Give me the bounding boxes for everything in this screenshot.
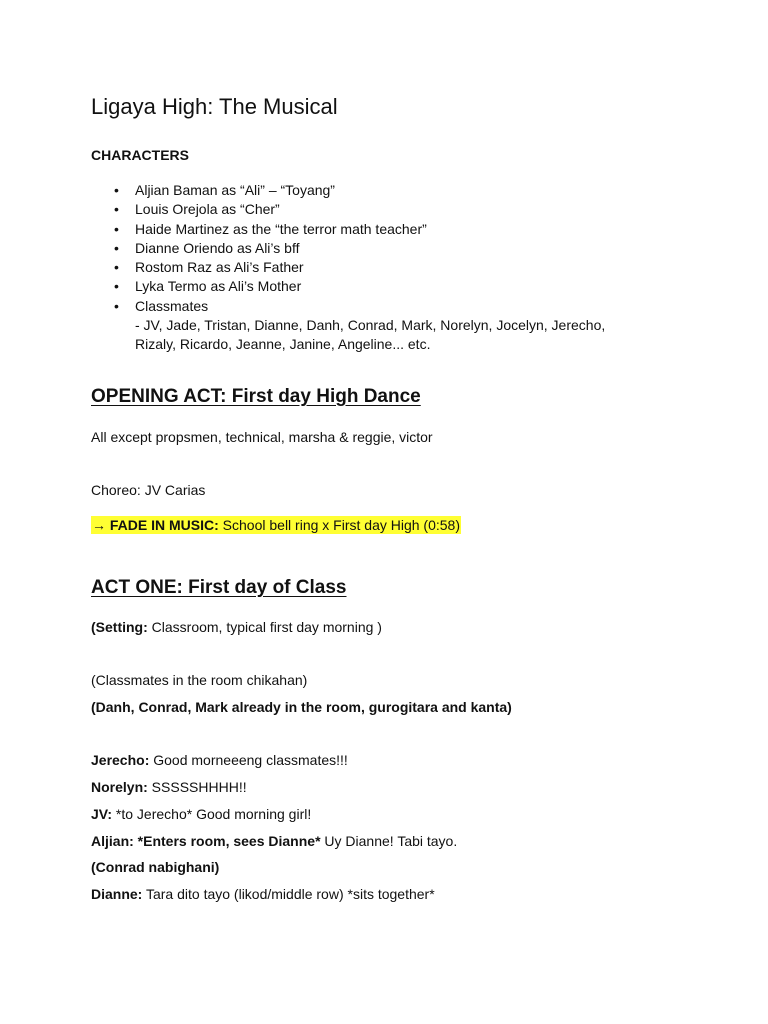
page-title: Ligaya High: The Musical <box>91 94 338 119</box>
setting-text: Classroom, typical first day morning ) <box>147 619 382 635</box>
dialogue-text: Uy Dianne! Tabi tayo. <box>320 833 458 849</box>
dialogue-line <box>91 752 348 768</box>
stage-action: *Enters room, sees Dianne* <box>133 833 321 849</box>
dialogue-line <box>91 806 311 822</box>
list-item: • Louis Orejola as “Cher” <box>114 200 605 219</box>
dialogue-text: SSSSSHHHH!! <box>147 779 247 795</box>
opening-act-cast: All except propsmen, technical, marsha & reggie, victor <box>91 429 433 445</box>
dialogue-line <box>91 833 457 849</box>
speaker: Norelyn: <box>91 779 148 795</box>
list-item: • Classmates <box>114 297 605 316</box>
list-item: • Dianne Oriendo as Ali’s bff <box>114 239 605 258</box>
opening-act-heading: OPENING ACT: First day High Dance <box>91 386 421 407</box>
dialogue-text: Good morneeeng classmates!!! <box>149 752 348 768</box>
classmates-names-line2: Rizaly, Ricardo, Jeanne, Janine, Angeline... etc. <box>135 336 431 353</box>
dialogue-text: *to Jerecho* Good morning girl! <box>112 806 312 822</box>
list-item: • Rostom Raz as Ali’s Father <box>114 258 605 277</box>
music-cue <box>91 517 461 533</box>
stage-note: (Classmates in the room chikahan) <box>91 672 308 688</box>
music-cue-text: School bell ring x First day High (0:58) <box>218 517 460 533</box>
characters-list <box>114 181 605 355</box>
stage-note-bold: (Conrad nabighani) <box>91 859 220 875</box>
dialogue-text: Tara dito tayo (likod/middle row) *sits together* <box>142 886 435 902</box>
list-item: • Lyka Termo as Ali’s Mother <box>114 277 605 296</box>
music-cue-label: → FADE IN MUSIC: <box>92 517 219 533</box>
speaker: JV: <box>91 806 113 822</box>
act-one-heading: ACT ONE: First day of Class <box>91 577 347 598</box>
opening-act-choreo: Choreo: JV Carias <box>91 482 206 498</box>
list-item: • Aljian Baman as “Ali” – “Toyang” <box>114 181 605 200</box>
stage-note-bold: (Danh, Conrad, Mark already in the room, gurogitara and kanta) <box>91 699 512 715</box>
setting-label: (Setting: <box>91 619 148 635</box>
speaker: Dianne: <box>91 886 143 902</box>
speaker: Aljian: <box>91 833 134 849</box>
classmates-names-line1: - JV, Jade, Tristan, Dianne, Danh, Conrad, Mark, Norelyn, Jocelyn, Jerecho, <box>135 317 606 334</box>
music-cue-highlight <box>91 516 461 534</box>
speaker: Jerecho: <box>91 752 150 768</box>
list-item: • Haide Martinez as the “the terror math teacher” <box>114 220 605 239</box>
dialogue-line <box>91 886 435 902</box>
dialogue-line <box>91 779 247 795</box>
setting-line <box>91 619 382 635</box>
characters-heading: CHARACTERS <box>91 147 189 163</box>
